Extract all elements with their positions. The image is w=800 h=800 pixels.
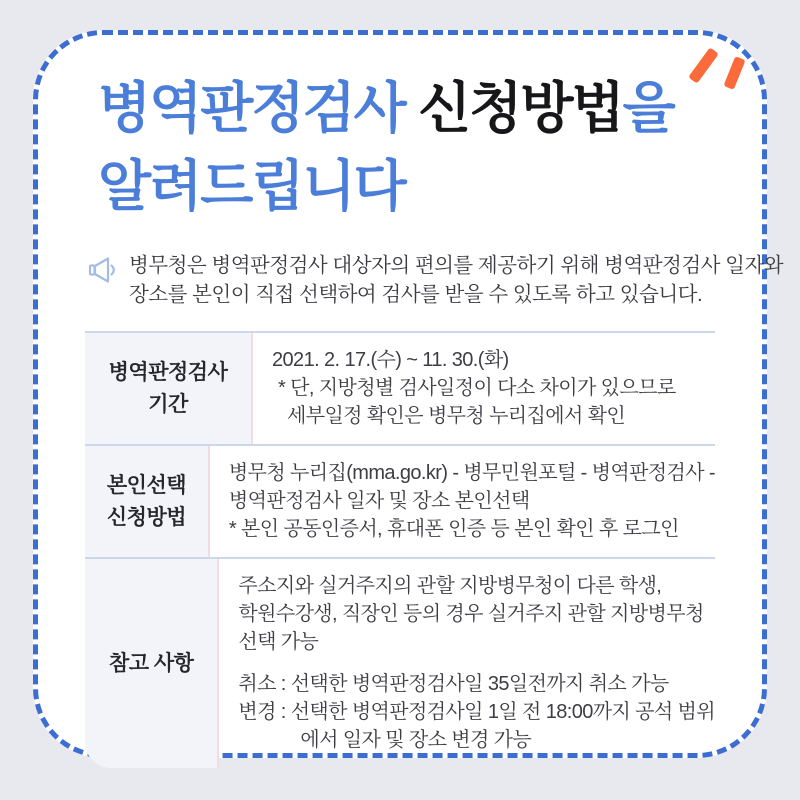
content-line: * 본인 공동인증서, 휴대폰 인증 등 본인 확인 후 로그인 [228, 518, 679, 541]
row-label-line: 병역판정검사 [108, 361, 228, 385]
content-line: 에서 일자 및 장소 변경 가능 [300, 729, 532, 752]
row-label [85, 559, 219, 768]
table-row-notes [85, 559, 715, 768]
content-line: 변경 : 선택한 병역판정검사일 1일 전 18:00까지 공석 범위 [238, 701, 715, 724]
title-part-dark: 신청방법 [418, 77, 623, 139]
content-line: 병무청 누리집(mma.go.kr) - 병무민원포털 - 병역판정검사 - [228, 462, 715, 485]
row-label-line: 기간 [148, 392, 188, 416]
speaker-icon [86, 253, 120, 287]
content-line: 주소지와 실거주지의 관할 지방병무청이 다른 학생, [238, 575, 662, 598]
row-label [85, 333, 253, 444]
paragraph-gap [238, 656, 715, 670]
content-line: 세부일정 확인은 병무청 누리집에서 확인 [287, 405, 626, 428]
intro-line-2: 장소를 본인이 직접 선택하여 검사를 받을 수 있도록 하고 있습니다. [129, 283, 703, 307]
content-line: 병역판정검사 일자 및 장소 본인선택 [228, 490, 530, 513]
content-line: 선택 가능 [238, 631, 319, 654]
row-content [219, 559, 715, 768]
info-table [85, 331, 715, 768]
content-line: 학원수강생, 직장인 등의 경우 실거주지 관할 지방병무청 [238, 603, 704, 626]
row-content [210, 446, 715, 557]
row-label-line: 신청방법 [106, 505, 187, 529]
intro-section [86, 251, 784, 309]
title-part-blue-suffix: 을 [622, 77, 674, 139]
content-line: 취소 : 선택한 병역판정검사일 35일전까지 취소 가능 [238, 673, 669, 696]
intro-text [129, 251, 783, 309]
row-label-line: 본인선택 [106, 474, 187, 498]
content-line: 2021. 2. 17.(수) ~ 11. 30.(화) [272, 349, 509, 372]
title-part-blue: 병역판정검사 [98, 77, 419, 139]
title-line-2: 알려드립니다 [98, 155, 405, 218]
row-content [253, 333, 715, 444]
row-label [85, 446, 210, 557]
intro-line-1: 병무청은 병역판정검사 대상자의 편의를 제공하기 위해 병역판정검사 일자와 [129, 254, 784, 278]
table-row-exam-period [85, 333, 715, 446]
content-line: * 단, 지방청별 검사일정이 다소 차이가 있으므로 [278, 377, 676, 400]
title-line-1 [98, 69, 762, 147]
row-label-line: 참고 사항 [108, 652, 194, 676]
table-row-apply-method [85, 446, 715, 559]
info-card [33, 30, 784, 758]
page-title [98, 69, 762, 225]
